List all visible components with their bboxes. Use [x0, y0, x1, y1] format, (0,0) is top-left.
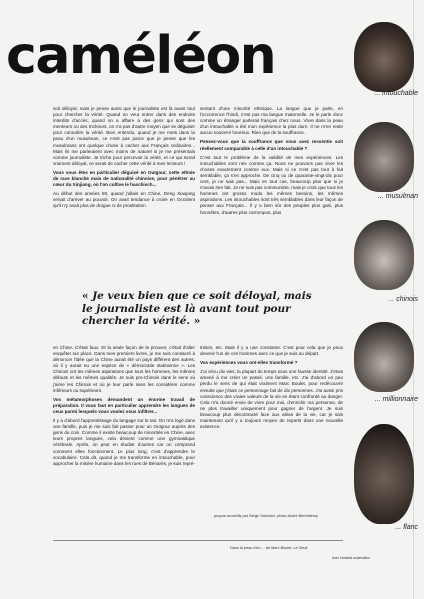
face-photo	[354, 122, 414, 192]
text-column-right-top	[200, 106, 343, 219]
caption-chinois: ... chinois	[388, 296, 418, 303]
portrait-flanc	[346, 420, 424, 528]
interview-credit: propos recueillis par Serge Sanchez, photo André Berthélémy	[214, 514, 318, 518]
face-photo	[354, 424, 414, 524]
paragraph: C'est tout le problème de la validité de mes expériences. Les intouchables sont nés comme ça. Nous ne pouvons pas vivre les choses exactement comme eux. Mais si ce n'est pas tout à fait semblable, ça s'en approche. De cinq ou de quarante-vingt-dix pour cent, je ne sais pas... Mais en tout cas, beaucoup plus que si je n'avais rien fait. Je ne suis pas communiste, mais je crois que tous les hommes ont grosso modo les mêmes besoins, les mêmes aspirations. Les intouchables sont très semblables dans leur façon de penser aux Français... Il y a bien sûr des peuples plus gais, plus honnêtes, d'autres plus corrompus, plus	[200, 154, 343, 215]
paragraph: en Chine. C'était faux. Et la seule façon de le prouver, c'était d'aller enquêter sur place. Dans mes premiers livres, je me suis consacré à dénoncer l'idée que la Chine aurait été un pays différent des autres, où il y aurait eu une espèce de « démocratie stalinienne ». Les Chinois ont les mêmes aspirations que tous les hommes, les mêmes défauts et les mêmes qualités. Je suis pro-Chinois dans le sens où j'aime les Chinois et où je leur parle sans les considérer comme inférieurs ou supérieurs.	[53, 345, 195, 393]
portrait-millionnaire	[346, 318, 424, 396]
text-column-left-top	[53, 106, 195, 213]
page-title: caméléon	[6, 26, 276, 86]
text-column-right-bottom	[200, 345, 343, 433]
question: Vos expériences vous ont-elles transformé ?	[200, 360, 298, 366]
portrait-chinois	[346, 216, 424, 294]
face-photo	[354, 22, 414, 92]
paragraph: Au début des années 80, quand j'allais en Chine, Deng Xiaoping venait d'arriver au pouvoir. On avait tendance à croire en Occident qu'il n'y avait plus de drogue ni de prostitution	[53, 191, 195, 209]
divider	[53, 540, 343, 541]
portrait-musulman	[346, 118, 424, 196]
paragraph: J'ai vécu dix vies, la plupart du temps sous une fausse identité. J'étais amené à me créer un passé, une famille, etc. J'ai d'abord un peu perdu le sens de qui était vraiment Marc Boulet, pour redécouvrir ensuite que j'étais ce personnage fait de dix personnes. J'ai aussi pris conscience des vraies valeurs de la vie en étant confronté au danger. Cela m'a donné envie de vivre pour moi, d'enrichir ma personne, de ne plus travailler uniquement pour gagner de l'argent. Je suis beaucoup plus décontracté face aux aléas de la vie, car je sais maintenant qu'il y a toujours moyen de repartir dans une nouvelle existence.	[200, 369, 343, 430]
pull-quote-text: Je veux bien que ce soit déloyal, mais le journaliste est là avant tout pour chercher la vérité.	[82, 290, 312, 327]
paragraph: Il y a d'abord l'apprentissage du langage sur le tas. On m'a logé dans une famille, puis je me suis fait passer pour un Ouïgour auprès des gens du coin. Comme il existe beaucoup de minorités en Chine, avec leurs propres langues, cela devient comme une gymnastique cérébrale. Après, on peut en étudier d'autres car on comprend comment elles fonctionnent. Le plus long, c'est d'apprendre le vocabulaire. Cela dit, quand je me transforme en intouchable, pour approcher la misère humaine dans les rues de Bénarès, je suis repré-	[53, 418, 195, 466]
book-credit: Dans la peau d'un..., de Marc Boulet, Le Seuil.	[230, 546, 309, 550]
face-photo	[354, 220, 414, 290]
portrait-intouchable	[346, 18, 424, 96]
close-quote-mark: »	[190, 315, 201, 327]
caption-intouchable: ... intouchable	[374, 90, 418, 97]
paragraph: tristes, etc. Mais il y a une constante. C'est pour cela que je peux devenir l'un de ces hommes avec ce que je suis au départ.	[200, 345, 343, 357]
paragraph: sentant d'une minorité ethnique. La langue que je parle, en l'occurrence l'hindi, n'est pas ma langue maternelle. Je le parle donc comme un étranger parlerait français chez nous. Vivre dans la peau d'un intouchable a été mon expérience la plus dure. Il ne m'en reste aucun souvenir heureux. Rien que de la souffrance.	[200, 106, 343, 136]
question: Vous vous êtes en particulier déguisé en Ouïgour, cette ethnie de race blanche mais de nationalité chinoise, pour pénétrer au cœur du Xinjiang, où l'on cultive le haschisch...	[53, 169, 195, 188]
question: Vos métamorphoses demandent un énorme travail de préparation. Il vous faut en particulier apprendre les langues de ceux parmi lesquels vous voulez vous infiltrer...	[53, 396, 195, 414]
open-quote-mark: «	[82, 290, 93, 302]
caption-flanc: ... flanc	[395, 524, 418, 531]
pull-quote	[82, 290, 322, 328]
photo-credit: Avec l'aimable autorisation	[332, 556, 370, 560]
caption-millionnaire: ... millionnaire	[374, 396, 418, 403]
question: Pensez-vous que la souffrance que vous avez ressentie soit réellement comparable à celle d'un intouchable ?	[200, 139, 343, 151]
caption-musulman: ... musulman	[377, 193, 418, 200]
paragraph: soit déloyal, mais je pense aussi que le journaliste est là avant tout pour chercher la vérité. Quand on veut entrer dans des endroits interdits d'accès, quand on a affaire à des gens qui sont des menteurs ou des tricheurs, on n'a pas d'autre moyen que se déguiser pour connaître la vérité. Bien entendu, quand je me mets dans la peau d'un musulman, ce n'est pas parce que je pense que les musulmans ont quelque chose à cacher aux Français ordinaires... Mais ils me parleraient avec moins de naturel si je me présentais comme journaliste. Je triche pour percevoir la vérité, et ce qui serait vraiment déloyal, ce serait de cacher cette vérité à mes lecteurs !	[53, 106, 195, 166]
text-column-left-bottom	[53, 345, 195, 470]
face-photo	[354, 322, 414, 392]
